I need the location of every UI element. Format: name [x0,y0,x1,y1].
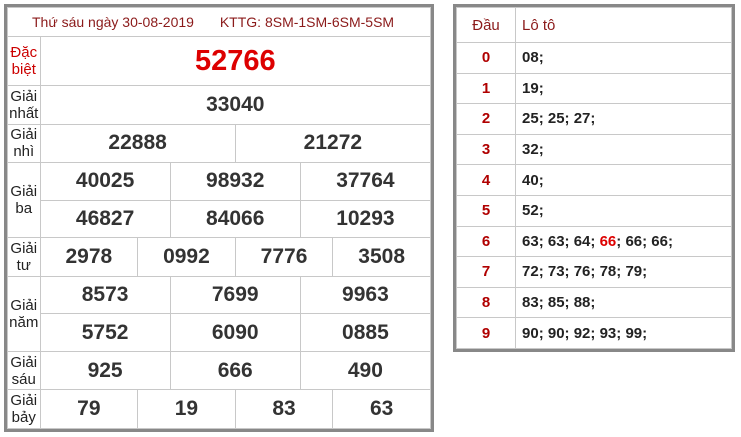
kttg-code: KTTG: 8SM-1SM-6SM-5SM [219,14,395,31]
loto-number: 83 [522,294,539,312]
third-prize-number: 98932 [170,163,300,201]
loto-number: 78 [599,263,617,281]
prize-label-fifth: Giải năm [8,276,41,351]
loto-values: 25; 25; 27; [516,104,732,135]
loto-number: 52 [522,202,539,220]
loto-number: 25 [522,110,539,128]
loto-values: 72; 73; 76; 78; 79; [516,257,732,288]
prize-label-special: Đặc biệt [8,37,41,86]
second-prize-number: 22888 [40,124,235,163]
seventh-prize-number: 63 [333,390,431,429]
loto-head-digit: 2 [457,104,516,135]
loto-number: 90 [522,324,539,342]
prize-label-third: Giải ba [8,163,41,238]
prize-label-fourth: Giải tư [8,238,41,277]
loto-number: 99 [625,324,643,342]
prize-label-seventh: Giải bảy [8,390,41,429]
loto-row [457,226,732,257]
fourth-prize-number: 2978 [40,238,138,277]
loto-number: 76 [573,263,591,281]
third-prize-number: 84066 [170,200,300,238]
loto-head-digit: 7 [457,257,516,288]
draw-date: Thứ sáu ngày 30-08-2019 [32,14,194,31]
sixth-prize-number: 666 [170,351,300,390]
fifth-prize-number: 6090 [170,314,300,352]
loto-number: 19 [522,79,539,97]
loto-head-digit: 6 [457,226,516,257]
loto-row [457,257,732,288]
loto-values: 52; [516,195,732,226]
loto-header-row [457,8,732,43]
loto-head-digit: 3 [457,134,516,165]
loto-values: 08; [516,43,732,74]
prize-label-second: Giải nhì [8,124,41,163]
fifth-prize-number: 9963 [300,276,430,314]
loto-number: 25 [547,110,565,128]
loto-row [457,43,732,74]
third-prize-number: 46827 [40,200,170,238]
loto-number: 66 [625,232,643,250]
results-table [4,4,434,432]
loto-head-digit: 4 [457,165,516,196]
fifth-prize-number: 5752 [40,314,170,352]
seventh-prize-number: 19 [138,390,236,429]
loto-row [457,134,732,165]
loto-number: 08 [522,49,539,67]
special-prize-number: 52766 [40,37,430,86]
loto-table [453,4,735,352]
third-prize-number: 40025 [40,163,170,201]
loto-number: 79 [625,263,643,281]
sixth-prize-number: 925 [40,351,170,390]
loto-values: 90; 90; 92; 93; 99; [516,318,732,349]
loto-number: 32 [522,141,539,159]
loto-head-digit: 0 [457,43,516,74]
seventh-prize-number: 79 [40,390,138,429]
loto-number: 27 [573,110,591,128]
loto-values: 40; [516,165,732,196]
fourth-prize-number: 3508 [333,238,431,277]
loto-number: 90 [547,324,565,342]
fifth-prize-number: 7699 [170,276,300,314]
loto-head-digit: 5 [457,195,516,226]
loto-values: 32; [516,134,732,165]
loto-head-digit: 1 [457,73,516,104]
loto-values: 19; [516,73,732,104]
loto-number: 92 [573,324,591,342]
loto-number: 73 [547,263,565,281]
loto-number: 85 [547,294,565,312]
seventh-prize-number: 83 [235,390,333,429]
loto-number: 88 [573,294,591,312]
prize-label-sixth: Giải sáu [8,351,41,390]
loto-number: 63 [522,232,539,250]
loto-row [457,287,732,318]
loto-number: 72 [522,263,539,281]
loto-values: 83; 85; 88; [516,287,732,318]
third-prize-number: 37764 [300,163,430,201]
loto-col-head: Đầu [457,8,516,43]
first-prize-number: 33040 [40,86,430,125]
loto-number: 63 [547,232,565,250]
fourth-prize-number: 0992 [138,238,236,277]
sixth-prize-number: 490 [300,351,430,390]
loto-col-values: Lô tô [516,8,732,43]
fifth-prize-number: 0885 [300,314,430,352]
loto-row [457,318,732,349]
loto-head-digit: 9 [457,318,516,349]
loto-number: 66 [651,232,668,250]
loto-row [457,195,732,226]
loto-number: 40 [522,171,539,189]
prize-label-first: Giải nhất [8,86,41,125]
loto-row [457,73,732,104]
results-header [8,8,431,37]
loto-number: 93 [599,324,617,342]
loto-row [457,165,732,196]
loto-head-digit: 8 [457,287,516,318]
second-prize-number: 21272 [235,124,430,163]
loto-row [457,104,732,135]
third-prize-number: 10293 [300,200,430,238]
loto-number: 66 [599,232,617,250]
loto-number: 64 [573,232,591,250]
loto-values: 63; 63; 64; 66; 66; 66; [516,226,732,257]
fourth-prize-number: 7776 [235,238,333,277]
fifth-prize-number: 8573 [40,276,170,314]
